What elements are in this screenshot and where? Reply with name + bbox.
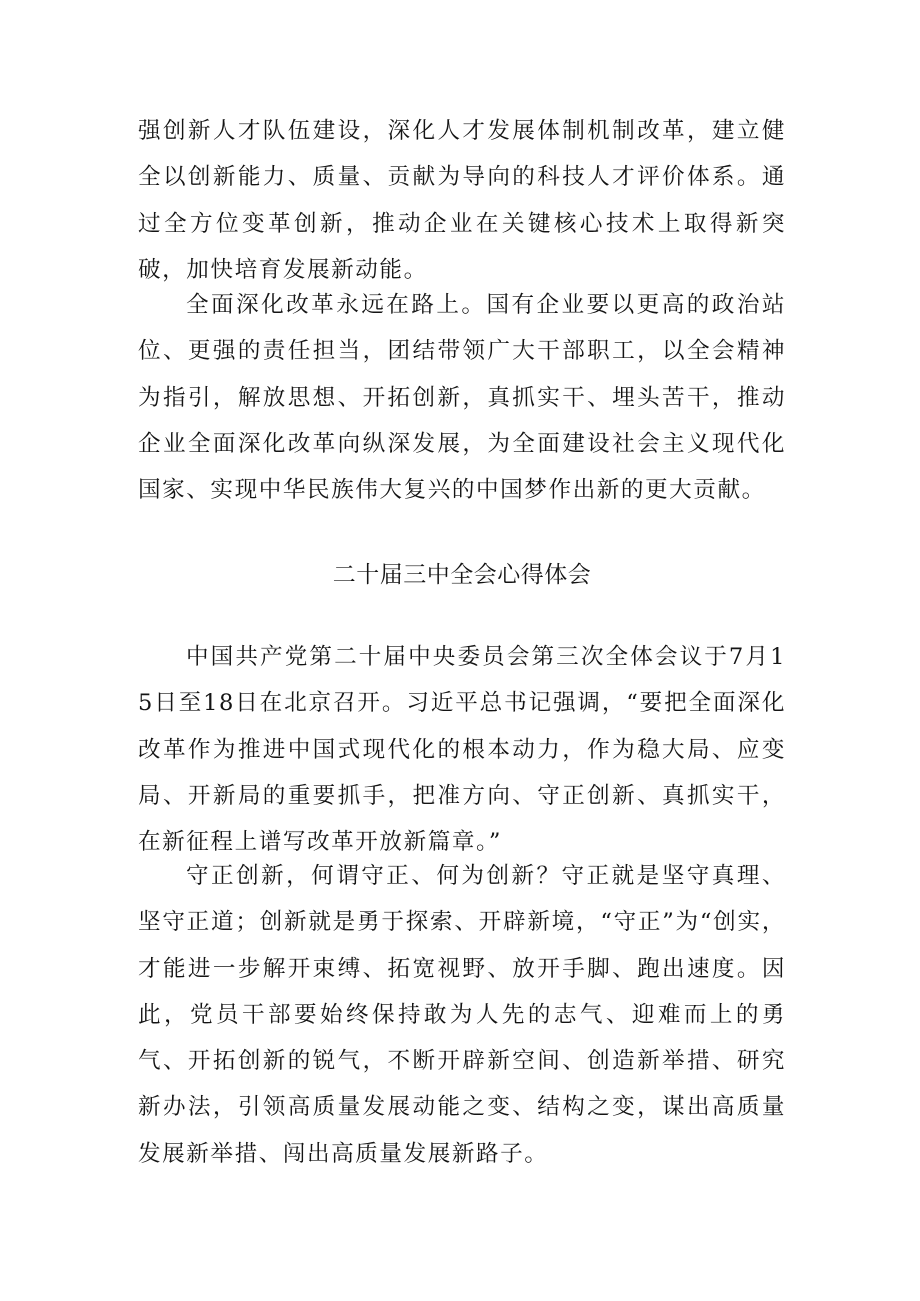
paragraph-continued: 强创新人才队伍建设，深化人才发展体制机制改革，建立健全以创新能力、质量、贡献为导向的科技人才评价体系。通过全方位变革创新，推动企业在关键核心技术上取得新突破，加快培育发展新动能。	[138, 118, 786, 283]
paragraph: 守正创新，何谓守正、何为创新？守正就是坚守真理、坚守正道；创新就是勇于探索、开辟新境，“守正”为“创实，才能进一步解开束缚、拓宽视野、放开手脚、跑出速度。因此，党员干部要始终保持敢为人先的志气、迎难而上的勇气、开拓创新的锐气，不断开辟新空间、创造新举措、研究新办法，引领高质量发展动能之变、结构之变，谋出高质量发展新举措、闯出高质量发展新路子。	[138, 863, 786, 1167]
paragraph: 全面深化改革永远在路上。国有企业要以更高的政治站位、更强的责任担当，团结带领广大干部职工，以全会精神为指引，解放思想、开拓创新，真抓实干、埋头苦干，推动企业全面深化改革向纵深发展，为全面建设社会主义现代化国家、实现中华民族伟大复兴的中国梦作出新的更大贡献。	[138, 292, 786, 504]
section-title: 二十届三中全会心得体会	[332, 562, 592, 588]
paragraph: 中国共产党第二十届中央委员会第三次全体会议于7月15日至18日在北京召开。习近平总书记强调，“要把全面深化改革作为推进中国式现代化的根本动力，作为稳大局、应变局、开新局的重要抓手，把准方向、守正创新、真抓实干，在新征程上谱写改革开放新篇章。”	[138, 644, 786, 856]
